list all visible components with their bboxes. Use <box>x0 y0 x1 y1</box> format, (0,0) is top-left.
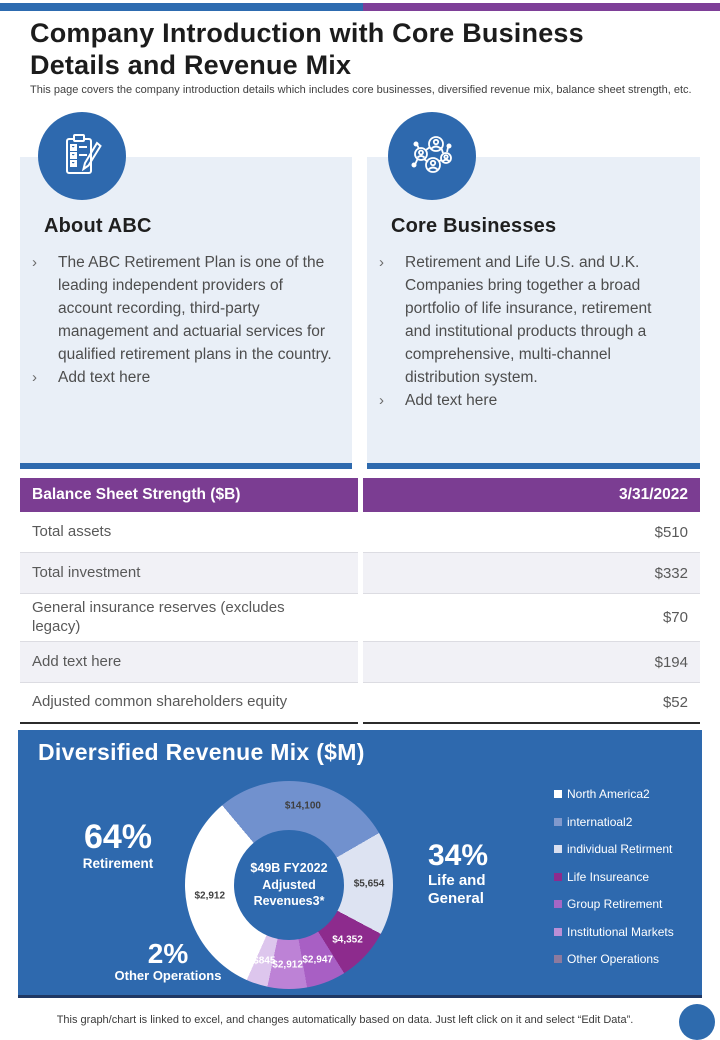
table-row <box>20 512 700 553</box>
legend-swatch <box>554 790 562 798</box>
clipboard-checklist-icon <box>38 112 126 200</box>
bullet-chevron-icon: › <box>32 254 37 271</box>
callout-life-and-general <box>428 840 512 909</box>
callout-pct: 34% <box>428 839 489 872</box>
table-row <box>20 642 700 683</box>
callout-retirement <box>58 820 178 871</box>
bullet-text: Add text here <box>58 369 151 386</box>
table-date: 3/31/2022 <box>363 478 700 512</box>
legend-item <box>554 953 674 965</box>
row-label: Add text here <box>20 642 358 683</box>
core-card-bullets <box>379 251 679 412</box>
table-row <box>20 683 700 724</box>
legend-item <box>554 926 674 938</box>
page-subtitle: This page covers the company introduction details which includes core businesses, diversified revenue mix, balance sheet strength, etc. <box>30 84 692 96</box>
bullet-chevron-icon: › <box>32 369 37 386</box>
table-header-row <box>20 478 700 512</box>
row-label: Adjusted common shareholders equity <box>20 683 358 724</box>
list-item <box>32 366 332 389</box>
table-row <box>20 594 700 642</box>
list-item <box>32 251 332 366</box>
row-value: $332 <box>363 553 700 594</box>
about-card-heading: About ABC <box>44 215 152 237</box>
accent-bar-blue <box>0 3 363 11</box>
callout-other-operations <box>88 940 248 983</box>
slice-value-label: $2,912 <box>194 890 226 902</box>
revenue-mix-title: Diversified Revenue Mix ($M) <box>38 739 365 765</box>
slice-value-label: $2,947 <box>302 954 333 966</box>
core-card-heading: Core Businesses <box>391 215 557 237</box>
legend-label: Life Insureance <box>567 869 650 884</box>
page-indicator-dot <box>679 1004 715 1040</box>
network-people-icon <box>388 112 476 200</box>
legend-label: North America2 <box>567 787 650 801</box>
legend-swatch <box>554 873 562 881</box>
callout-pct: 2% <box>147 938 189 969</box>
callout-label: Life and General <box>428 871 486 908</box>
about-card <box>20 157 352 469</box>
slice-value-label: $4,352 <box>332 934 363 946</box>
row-value: $70 <box>363 594 700 642</box>
slice-value-label: $5,654 <box>353 878 385 890</box>
chart-legend <box>554 788 674 981</box>
legend-item <box>554 843 674 855</box>
slice-value-label: $14,100 <box>284 800 321 812</box>
row-value: $194 <box>363 642 700 683</box>
accent-bar-purple <box>363 3 720 11</box>
about-card-bullets <box>32 251 332 389</box>
bullet-text: Retirement and Life U.S. and U.K. Companies bring together a broad portfolio of life insurance, retirement and institutional products through a comprehensive, multi-channel distribution system. <box>405 254 652 386</box>
legend-item <box>554 898 674 910</box>
legend-label: Institutional Markets <box>567 924 674 939</box>
legend-label: Other Operations <box>567 952 660 966</box>
bullet-text: The ABC Retirement Plan is one of the leading independent providers of account recording, third-party management and actuarial services for qualified retirement plans in the country. <box>58 254 332 363</box>
table-title: Balance Sheet Strength ($B) <box>20 478 358 512</box>
revenue-mix-panel <box>18 730 702 998</box>
legend-label: individual Retirment <box>567 842 673 856</box>
legend-item <box>554 816 674 828</box>
row-label: General insurance reserves (excludes legacy) <box>32 598 285 635</box>
legend-item <box>554 871 674 883</box>
balance-sheet-table <box>20 478 700 724</box>
bullet-chevron-icon: › <box>379 254 384 271</box>
page-title: Company Introduction with Core Business Details and Revenue Mix <box>30 18 584 80</box>
callout-label: Retirement <box>82 855 154 871</box>
legend-swatch <box>554 928 562 936</box>
row-value: $510 <box>363 512 700 553</box>
list-item <box>379 251 679 389</box>
row-label: Total assets <box>20 512 358 553</box>
row-label: Total investment <box>20 553 358 594</box>
row-value: $52 <box>363 683 700 724</box>
callout-pct: 64% <box>83 818 153 856</box>
footer-note: This graph/chart is linked to excel, and changes automatically based on data. Just left click on it and select “Edit Data”. <box>56 1014 634 1026</box>
bullet-chevron-icon: › <box>379 392 384 409</box>
legend-item <box>554 788 674 800</box>
legend-swatch <box>554 845 562 853</box>
legend-label: internatioal2 <box>567 814 633 829</box>
core-businesses-card <box>367 157 700 469</box>
legend-swatch <box>554 818 562 826</box>
top-accent-bar <box>0 3 720 11</box>
table-row <box>20 553 700 594</box>
legend-label: Group Retirement <box>567 897 663 911</box>
slice-value-label: $2,912 <box>272 959 303 971</box>
legend-swatch <box>554 955 562 963</box>
list-item <box>379 389 679 412</box>
legend-swatch <box>554 900 562 908</box>
donut-center-label: $49B FY2022 Adjusted Revenues3* <box>250 860 328 909</box>
bullet-text: Add text here <box>405 392 498 409</box>
donut-hole <box>234 830 344 940</box>
slice-value-label: $845 <box>253 955 276 967</box>
callout-label: Other Operations <box>114 968 222 983</box>
